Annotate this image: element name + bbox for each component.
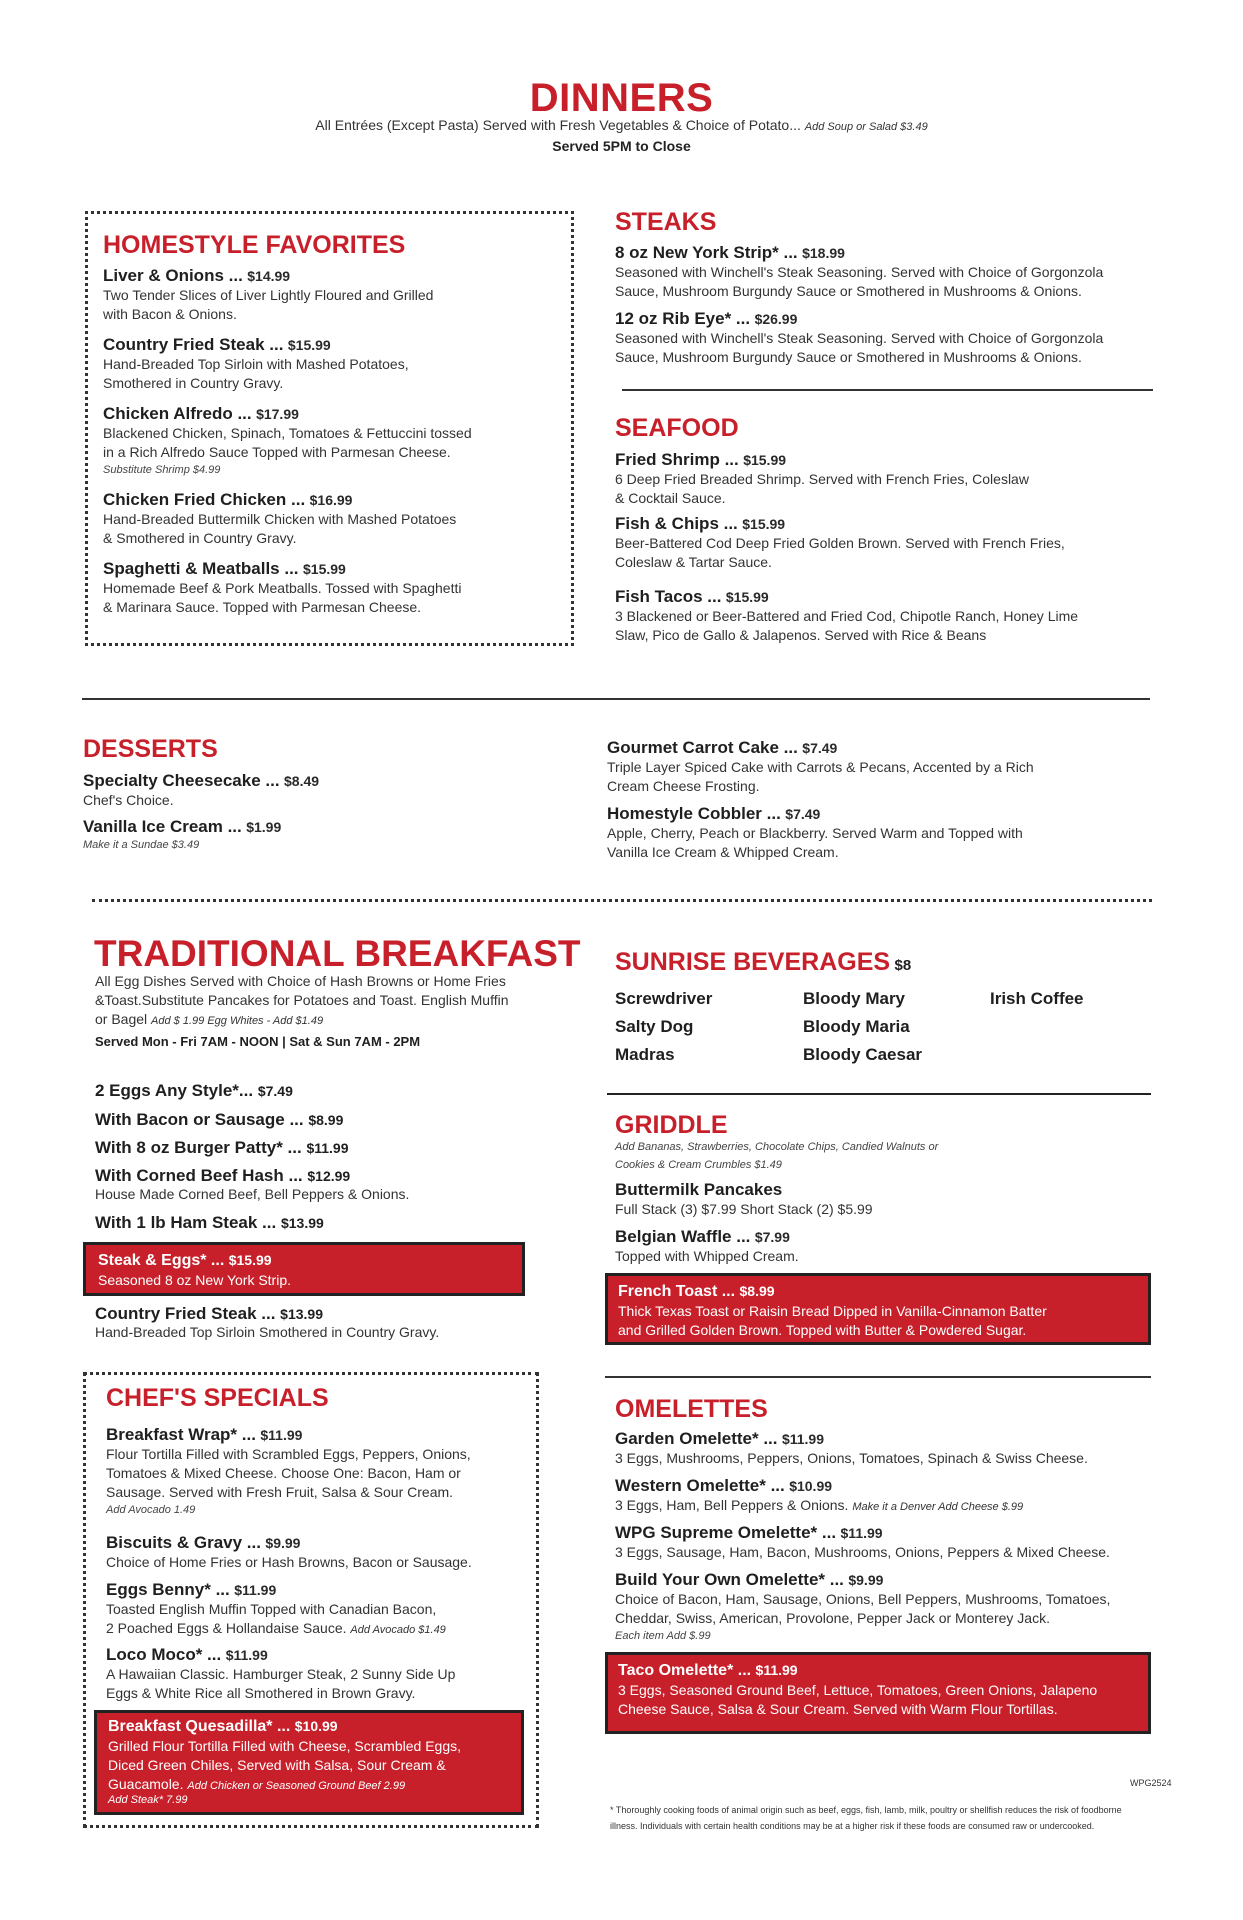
breakfast-served: Served Mon - Fri 7AM - NOON | Sat & Sun 7AM - 2PM (95, 1034, 421, 1049)
intro-line: &Toast.Substitute Pancakes for Potatoes and Toast. English Muffin (95, 992, 509, 1008)
item-name: Build Your Own Omelette* ... (615, 1570, 844, 1589)
item-name: Specialty Cheesecake ... (83, 771, 280, 790)
item-desc: Seasoned with Winchell's Steak Seasoning. Served with Choice of Gorgonzola (615, 330, 1104, 346)
menu-item (106, 1580, 526, 1640)
item-desc: Cheddar, Swiss, American, Provolone, Pepper Jack or Monterey Jack. (615, 1610, 1050, 1626)
item-desc: with Bacon & Onions. (103, 306, 237, 322)
item-price: $8.99 (739, 1283, 775, 1299)
note-line: Add Bananas, Strawberries, Chocolate Chips, Candied Walnuts or (615, 1141, 939, 1153)
menu-item (95, 1081, 293, 1101)
item-desc: 3 Eggs, Ham, Bell Peppers & Onions. (615, 1497, 849, 1513)
menu-item (95, 1110, 343, 1130)
steaks-title: STEAKS (615, 208, 717, 236)
menu-item (615, 450, 1175, 508)
item-name: With 1 lb Ham Steak ... (95, 1213, 277, 1232)
menu-item (615, 1570, 1175, 1644)
item-name: With Corned Beef Hash ... (95, 1166, 303, 1185)
item-name: Western Omelette* ... (615, 1476, 785, 1495)
item-name: 2 Eggs Any Style*... (95, 1081, 254, 1100)
item-name: Liver & Onions ... (103, 266, 243, 285)
item-price: $11.99 (234, 1582, 277, 1598)
item-price: $10.99 (789, 1478, 833, 1494)
breakfast-intro (95, 972, 565, 1049)
item-desc: in a Rich Alfredo Sauce Topped with Parmesan Cheese. (103, 444, 451, 460)
menu-item (103, 266, 533, 324)
item-desc: Homemade Beef & Pork Meatballs. Tossed with Spaghetti (103, 580, 462, 596)
item-price: $11.99 (260, 1427, 303, 1443)
menu-item (95, 1213, 324, 1233)
item-desc: Cream Cheese Frosting. (607, 778, 760, 794)
item-price: $9.99 (265, 1535, 301, 1551)
item-desc: 3 Eggs, Mushrooms, Peppers, Onions, Tomatoes, Spinach & Swiss Cheese. (615, 1450, 1088, 1466)
menu-item (615, 587, 1175, 645)
item-desc: House Made Corned Beef, Bell Peppers & Onions. (95, 1186, 410, 1202)
item-price: $18.99 (802, 245, 845, 261)
item-price: $15.99 (725, 589, 769, 605)
homestyle-title: HOMESTYLE FAVORITES (103, 231, 406, 259)
item-note: Substitute Shrimp $4.99 (103, 464, 221, 476)
item-price: $8.49 (284, 773, 320, 789)
item-name: Chicken Alfredo ... (103, 404, 252, 423)
item-desc: Choice of Home Fries or Hash Browns, Bacon or Sausage. (106, 1554, 472, 1570)
disclaimer-line: illness. Individuals with certain health conditions may be at a higher risk if these foods are consumed raw or undercooked. (610, 1821, 1095, 1831)
item-name: 8 oz New York Strip* ... (615, 243, 798, 262)
dotted-divider (92, 899, 1152, 902)
item-desc: Diced Green Chiles, Served with Salsa, Sour Cream & (108, 1757, 446, 1773)
item-desc: Sauce, Mushroom Burgundy Sauce or Smothered in Mushrooms & Onions. (615, 283, 1082, 299)
page-title: DINNERS (529, 76, 714, 120)
featured-item-breakfast-quesadilla (94, 1710, 524, 1815)
item-name: Fish Tacos ... (615, 587, 722, 606)
menu-item (103, 559, 533, 617)
item-desc: Choice of Bacon, Ham, Sausage, Onions, Bell Peppers, Mushrooms, Tomatoes, (615, 1591, 1111, 1607)
item-desc: Flour Tortilla Filled with Scrambled Eggs, Peppers, Onions, (106, 1446, 471, 1462)
menu-item (95, 1166, 409, 1202)
divider (82, 698, 1150, 700)
item-desc: & Cocktail Sauce. (615, 490, 726, 506)
item-name: With Bacon or Sausage ... (95, 1110, 304, 1129)
item-desc: Hand-Breaded Top Sirloin with Mashed Potatoes, (103, 356, 409, 372)
beverages-heading (615, 947, 911, 977)
omelettes-title: OMELETTES (615, 1395, 768, 1423)
item-name: Vanilla Ice Cream ... (83, 817, 242, 836)
item-desc: & Marinara Sauce. Topped with Parmesan Cheese. (103, 599, 422, 615)
beverages-price: $8 (894, 957, 912, 974)
menu-code: WPG2524 (1130, 1778, 1172, 1788)
item-name: Fish & Chips ... (615, 514, 738, 533)
item-price: $13.99 (280, 1215, 324, 1231)
menu-item (615, 1476, 1175, 1517)
item-name: Country Fried Steak ... (103, 335, 284, 354)
featured-item-steak-eggs (83, 1242, 525, 1296)
item-inline-note: Add Avocado $1.49 (350, 1624, 446, 1636)
menu-item (106, 1533, 526, 1572)
featured-item-taco-omelette (605, 1652, 1151, 1734)
divider (622, 389, 1153, 391)
item-price: $15.99 (742, 516, 786, 532)
item-desc: Slaw, Pico de Gallo & Jalapenos. Served with Rice & Beans (615, 627, 987, 643)
item-desc: A Hawaiian Classic. Hamburger Steak, 2 Sunny Side Up (106, 1666, 456, 1682)
item-price: $12.99 (307, 1168, 351, 1184)
item-inline-note: Add Chicken or Seasoned Ground Beef 2.99 (187, 1780, 406, 1792)
menu-item (103, 404, 543, 478)
beverage-item: Irish Coffee (990, 989, 1084, 1008)
item-desc: Seasoned with Winchell's Steak Seasoning. Served with Choice of Gorgonzola (615, 264, 1104, 280)
item-desc: Hand-Breaded Top Sirloin Smothered in Country Gravy. (95, 1324, 440, 1340)
item-desc: Toasted English Muffin Topped with Canadian Bacon, (106, 1601, 437, 1617)
menu-item (615, 243, 1175, 301)
item-price: $10.99 (294, 1718, 338, 1734)
menu-item (95, 1304, 439, 1340)
item-name: Garden Omelette* ... (615, 1429, 778, 1448)
item-desc: Full Stack (3) $7.99 Short Stack (2) $5.99 (615, 1201, 873, 1217)
item-desc: 6 Deep Fried Breaded Shrimp. Served with French Fries, Coleslaw (615, 471, 1029, 487)
header-subtitle-line (0, 117, 1243, 133)
menu-item (615, 1429, 1175, 1468)
item-desc: Triple Layer Spiced Cake with Carrots & Pecans, Accented by a Rich (607, 759, 1034, 775)
beverage-item: Screwdriver (615, 989, 713, 1008)
beverage-item: Bloody Maria (803, 1017, 910, 1036)
item-name: Belgian Waffle ... (615, 1227, 751, 1246)
item-name: 12 oz Rib Eye* ... (615, 309, 751, 328)
item-name: With 8 oz Burger Patty* ... (95, 1138, 302, 1157)
item-price: $17.99 (256, 406, 299, 422)
item-price: $15.99 (743, 452, 787, 468)
item-desc: and Grilled Golden Brown. Topped with Butter & Powdered Sugar. (618, 1322, 1027, 1338)
item-price: $11.99 (225, 1647, 268, 1663)
menu-item (607, 804, 1167, 862)
menu-item (103, 490, 533, 548)
item-name: Loco Moco* ... (106, 1645, 222, 1664)
intro-line: All Egg Dishes Served with Choice of Hash Browns or Home Fries (95, 973, 506, 989)
item-name: Eggs Benny* ... (106, 1580, 230, 1599)
item-price: $7.99 (754, 1229, 790, 1245)
item-desc: Blackened Chicken, Spinach, Tomatoes & Fettuccini tossed (103, 425, 472, 441)
item-desc: Sausage. Served with Fresh Fruit, Salsa & Sour Cream. (106, 1484, 454, 1500)
item-desc: Apple, Cherry, Peach or Blackberry. Served Warm and Topped with (607, 825, 1023, 841)
item-price: $15.99 (287, 337, 331, 353)
item-name: Breakfast Wrap* ... (106, 1425, 256, 1444)
note-line: Cookies & Cream Crumbles $1.49 (615, 1159, 782, 1171)
item-inline-note: Make it a Denver Add Cheese $.99 (852, 1501, 1024, 1513)
menu-item (615, 1523, 1175, 1562)
disclaimer (610, 1802, 1240, 1834)
item-desc: Tomatoes & Mixed Cheese. Choose One: Bacon, Ham or (106, 1465, 461, 1481)
item-note: Add Steak* 7.99 (108, 1794, 188, 1806)
item-name: Spaghetti & Meatballs ... (103, 559, 299, 578)
menu-item (615, 514, 1175, 572)
item-name: Breakfast Quesadilla* ... (108, 1718, 291, 1735)
item-desc: Seasoned 8 oz New York Strip. (98, 1272, 292, 1288)
item-desc: Hand-Breaded Buttermilk Chicken with Mashed Potatoes (103, 511, 457, 527)
item-desc: Vanilla Ice Cream & Whipped Cream. (607, 844, 839, 860)
menu-item (83, 817, 513, 853)
desserts-title: DESSERTS (83, 735, 218, 763)
item-name: Biscuits & Gravy ... (106, 1533, 261, 1552)
item-desc: & Smothered in Country Gravy. (103, 530, 297, 546)
item-desc: 3 Eggs, Seasoned Ground Beef, Lettuce, Tomatoes, Green Onions, Jalapeno (618, 1682, 1098, 1698)
item-name: Chicken Fried Chicken ... (103, 490, 306, 509)
item-desc: Cheese Sauce, Salsa & Sour Cream. Served with Warm Flour Tortillas. (618, 1701, 1058, 1717)
header-subtitle: All Entrées (Except Pasta) Served with Fresh Vegetables & Choice of Potato... (315, 117, 801, 133)
item-price: $1.99 (246, 819, 282, 835)
item-price: $13.99 (280, 1306, 323, 1322)
item-desc: Smothered in Country Gravy. (103, 375, 284, 391)
item-name: Steak & Eggs* ... (98, 1252, 225, 1269)
item-price: $15.99 (228, 1252, 272, 1268)
disclaimer-line: * Thoroughly cooking foods of animal origin such as beef, eggs, fish, lamb, milk, poultry or shellfish reduces the risk of foodborne (610, 1805, 1122, 1815)
item-desc: Eggs & White Rice all Smothered in Brown Gravy. (106, 1685, 416, 1701)
item-desc: 3 Eggs, Sausage, Ham, Bacon, Mushrooms, Onions, Peppers & Mixed Cheese. (615, 1544, 1110, 1560)
intro-note: Add $ 1.99 Egg Whites - Add $1.49 (151, 1015, 324, 1027)
menu-item (607, 738, 1167, 796)
divider (605, 1376, 1151, 1378)
menu-item (95, 1138, 349, 1158)
item-price: $26.99 (754, 311, 798, 327)
item-name: Buttermilk Pancakes (615, 1180, 783, 1199)
item-desc: Two Tender Slices of Liver Lightly Floured and Grilled (103, 287, 434, 303)
item-price: $9.99 (848, 1572, 884, 1588)
divider (607, 1093, 1151, 1095)
chefs-title: CHEF'S SPECIALS (106, 1384, 329, 1412)
item-price: $7.49 (785, 806, 821, 822)
menu-item (103, 335, 533, 393)
menu-item (615, 1227, 1155, 1266)
item-name: Fried Shrimp ... (615, 450, 739, 469)
item-name: WPG Supreme Omelette* ... (615, 1523, 837, 1542)
item-price: $11.99 (781, 1431, 825, 1447)
intro-line: or Bagel (95, 1011, 148, 1027)
item-name: Homestyle Cobbler ... (607, 804, 781, 823)
menu-item (615, 1180, 1155, 1219)
item-desc: 3 Blackened or Beer-Battered and Fried Cod, Chipotle Ranch, Honey Lime (615, 608, 1079, 624)
beverages-title: SUNRISE BEVERAGES (615, 948, 891, 976)
breakfast-title: TRADITIONAL BREAKFAST (94, 933, 581, 974)
item-price: $11.99 (306, 1140, 349, 1156)
menu-item (83, 771, 513, 810)
item-desc: Chef's Choice. (83, 792, 174, 808)
item-price: $11.99 (840, 1525, 883, 1541)
item-price: $14.99 (247, 268, 291, 284)
seafood-title: SEAFOOD (615, 414, 739, 442)
item-desc: Sauce, Mushroom Burgundy Sauce or Smothered in Mushrooms & Onions. (615, 349, 1082, 365)
item-desc: Beer-Battered Cod Deep Fried Golden Brown. Served with French Fries, (615, 535, 1065, 551)
item-desc: Guacamole. (108, 1776, 184, 1792)
item-note: Each item Add $.99 (615, 1630, 711, 1642)
header-subtitle-note: Add Soup or Salad $3.49 (804, 121, 928, 133)
item-price: $15.99 (303, 561, 346, 577)
item-note: Add Avocado 1.49 (106, 1504, 196, 1516)
item-price: $11.99 (755, 1662, 798, 1678)
griddle-note (615, 1138, 1155, 1174)
menu-item (615, 309, 1175, 367)
item-desc: 2 Poached Eggs & Hollandaise Sauce. (106, 1620, 347, 1636)
item-price: $8.99 (308, 1112, 344, 1128)
beverage-item: Madras (615, 1045, 675, 1064)
menu-item (106, 1425, 526, 1518)
item-price: $7.49 (257, 1083, 293, 1099)
item-name: Gourmet Carrot Cake ... (607, 738, 798, 757)
beverage-item: Salty Dog (615, 1017, 694, 1036)
beverage-item: Bloody Mary (803, 989, 906, 1008)
item-price: $16.99 (309, 492, 353, 508)
item-name: Taco Omelette* ... (618, 1662, 752, 1679)
item-name: French Toast ... (618, 1283, 736, 1300)
item-desc: Thick Texas Toast or Raisin Bread Dipped in Vanilla-Cinnamon Batter (618, 1303, 1047, 1319)
item-desc: Coleslaw & Tartar Sauce. (615, 554, 772, 570)
item-desc: Grilled Flour Tortilla Filled with Cheese, Scrambled Eggs, (108, 1738, 461, 1754)
featured-item-french-toast (605, 1273, 1151, 1345)
item-price: $7.49 (802, 740, 838, 756)
menu-item (106, 1645, 526, 1703)
header-served: Served 5PM to Close (552, 138, 691, 154)
beverage-item: Bloody Caesar (803, 1045, 923, 1064)
griddle-title: GRIDDLE (615, 1111, 728, 1139)
item-desc: Topped with Whipped Cream. (615, 1248, 799, 1264)
item-note: Make it a Sundae $3.49 (83, 839, 200, 851)
item-name: Country Fried Steak ... (95, 1304, 276, 1323)
